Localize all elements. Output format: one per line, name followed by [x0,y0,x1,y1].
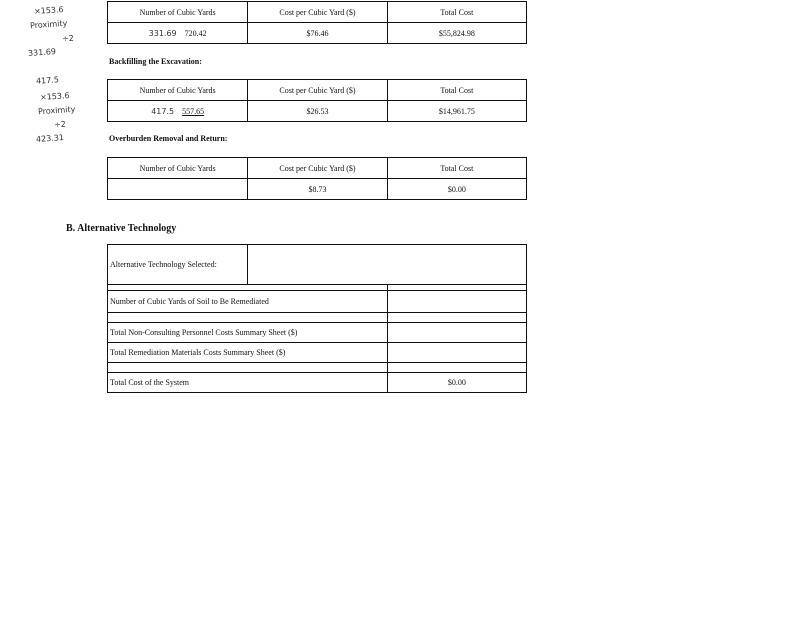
row-label: Number of Cubic Yards of Soil to Be Remediated [108,291,388,313]
margin-note: 423.31 [35,133,65,144]
column-header: Number of Cubic Yards [108,158,248,179]
margin-note: ×153.6 [33,4,64,17]
spacer-row [108,313,527,323]
total-cost-cell: $14,961.75 [387,101,526,122]
row-value [387,291,526,313]
total-cost-cell: $55,824.98 [387,23,526,44]
column-header: Cost per Cubic Yard ($) [248,158,387,179]
table-row [108,291,527,313]
total-cost-cell: $0.00 [387,179,526,200]
table-row [108,179,527,200]
table-header-row [108,158,527,179]
table-row [108,343,527,363]
column-header: Total Cost [387,2,526,23]
table-row [108,101,527,122]
cubic-yards-cell [108,101,248,122]
cubic-yards-cell [108,23,248,44]
margin-note: ÷2 [53,119,67,130]
margin-note: ÷2 [61,33,75,44]
handwritten-value: 417.5 [151,106,175,116]
column-header: Number of Cubic Yards [108,80,248,101]
row-value [387,323,526,343]
alternative-technology-table [107,244,527,393]
table-row [108,323,527,343]
backfilling-table [107,79,527,122]
row-value [387,343,526,363]
handwritten-value: 331.69 [148,28,177,38]
cubic-yards-cell [108,179,248,200]
total-row [108,373,527,393]
margin-note: Proximity [29,18,68,31]
selected-value [248,245,527,285]
row-label: Total Non-Consulting Personnel Costs Summary Sheet ($) [108,323,388,343]
spacer-row [108,363,527,373]
margin-note: 331.69 [27,47,57,58]
row-label: Total Cost of the System [108,373,388,393]
column-header: Number of Cubic Yards [108,2,248,23]
cost-per-yard-cell: $8.73 [248,179,387,200]
column-header: Total Cost [387,80,526,101]
margin-note: Proximity [37,104,76,117]
column-header: Total Cost [387,158,526,179]
overburden-label: Overburden Removal and Return: [109,134,228,143]
column-header: Cost per Cubic Yard ($) [248,2,387,23]
selected-label: Alternative Technology Selected: [108,245,248,285]
total-value: $0.00 [387,373,526,393]
row-label: Total Remediation Materials Costs Summary Sheet ($) [108,343,388,363]
overburden-table [107,157,527,200]
column-header: Cost per Cubic Yard ($) [248,80,387,101]
cost-per-yard-cell: $76.46 [248,23,387,44]
section-heading: B. Alternative Technology [66,223,177,234]
margin-note: ×153.6 [39,90,70,103]
selected-row [108,245,527,285]
margin-note: 417.5 [35,75,60,86]
table-header-row [108,2,527,23]
backfilling-label: Backfilling the Excavation: [109,57,202,66]
cubic-yards-value: 720.42 [184,28,207,38]
cost-per-yard-cell: $26.53 [248,101,387,122]
table-header-row [108,80,527,101]
excavation-table [107,1,527,44]
table-row [108,23,527,44]
cubic-yards-value: 557.65 [182,106,205,116]
